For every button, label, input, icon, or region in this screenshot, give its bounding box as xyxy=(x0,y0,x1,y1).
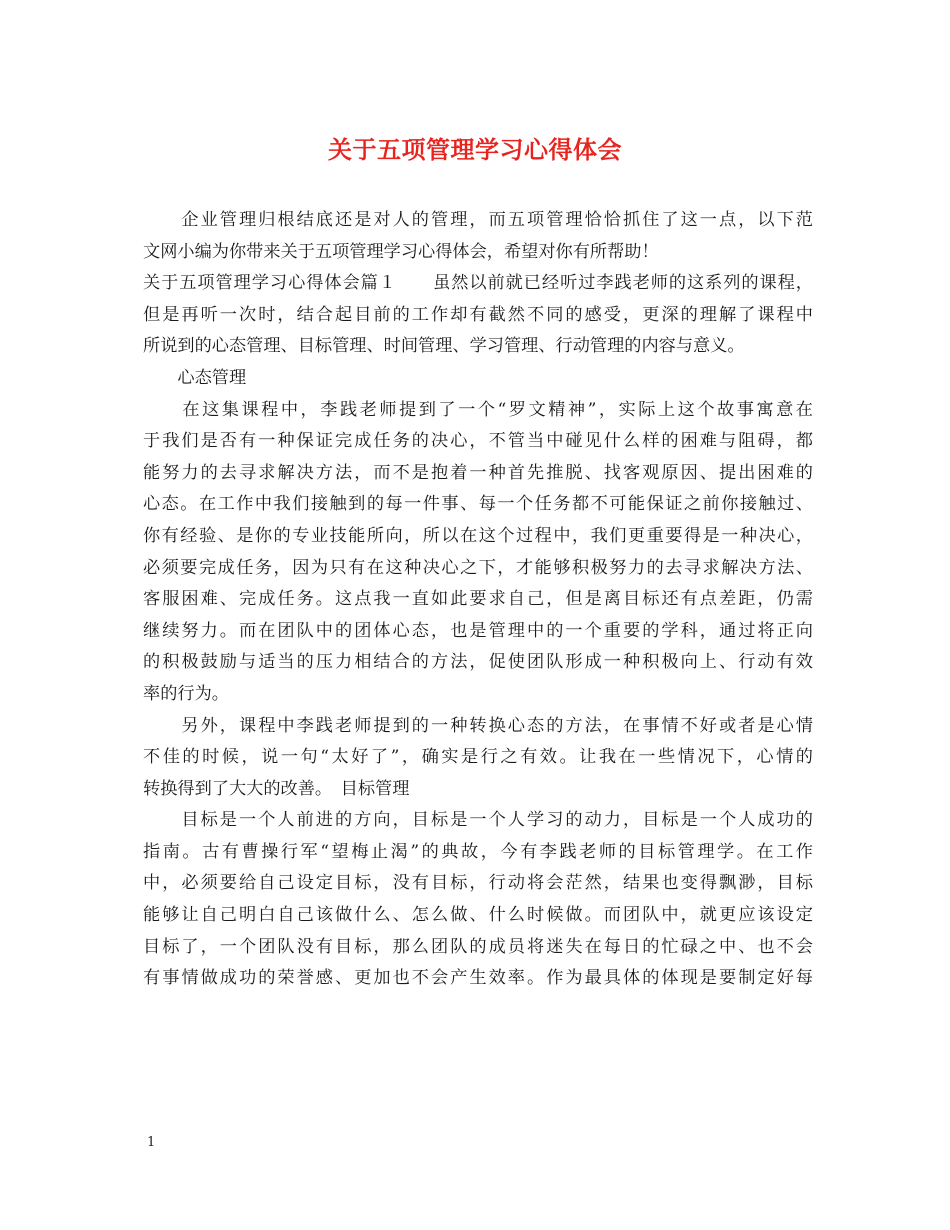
text-line: 所说到的心态管理、目标管理、时间管理、学习管理、行动管理的内容与意义。 xyxy=(143,336,745,357)
text-line: 在这集课程中，李践老师提到了一个“罗文精神”，实际上这个故事寓意在 xyxy=(143,399,813,420)
text-line: 目标了，一个团队没有目标，那么团队的成员将迷失在每日的忙碌之中、也不会 xyxy=(143,936,813,957)
text-line: 但是再听一次时，结合起目前的工作却有截然不同的感受，更深的理解了课程中 xyxy=(143,304,813,325)
text-line: 的积极鼓励与适当的压力相结合的方法，促使团队形成一种积极向上、行动有效 xyxy=(143,652,813,673)
text-line: 心态。在工作中我们接触到的每一件事、每一个任务都不可能保证之前你接触过、 xyxy=(143,494,813,515)
text-line: 企业管理归根结底还是对人的管理，而五项管理恰恰抓住了这一点，以下范 xyxy=(143,210,813,230)
text-line: 心态管理 xyxy=(143,367,247,388)
text-line: 你有经验、是你的专业技能所向，所以在这个过程中，我们更重要得是一种决心， xyxy=(143,525,813,546)
text-line: 继续努力。而在团队中的团体心态，也是管理中的一个重要的学科，通过将正向 xyxy=(143,620,813,641)
text-line: 中，必须要给自己设定目标，没有目标，行动将会茫然，结果也变得飘渺，目标 xyxy=(143,873,813,894)
text-line: 目标是一个人前进的方向，目标是一个人学习的动力，目标是一个人成功的 xyxy=(143,810,813,831)
text-line: 能努力的去寻求解决方法，而不是抱着一种首先推脱、找客观原因、提出困难的 xyxy=(143,462,813,483)
text-line: 必须要完成任务，因为只有在这种决心之下，才能够积极努力的去寻求解决方法、 xyxy=(143,557,813,578)
text-line: 文网小编为你带来关于五项管理学习心得体会，希望对你有所帮助！ xyxy=(143,241,659,262)
text-line: 率的行为。 xyxy=(143,683,229,704)
text-line: 转换得到了大大的改善。 目标管理 xyxy=(143,778,410,799)
text-line: 于我们是否有一种保证完成任务的决心，不管当中碰见什么样的困难与阻碍，都 xyxy=(143,431,813,452)
page-number: 1 xyxy=(147,1135,156,1150)
document-title: 关于五项管理学习心得体会 xyxy=(328,135,622,164)
text-line: 不佳的时候，说一句“太好了”，确实是行之有效。让我在一些情况下，心情的 xyxy=(143,747,813,768)
text-line: 另外，课程中李践老师提到的一种转换心态的方法，在事情不好或者是心情 xyxy=(143,715,813,736)
text-line: 客服困难、完成任务。这点我一直如此要求自己，但是离目标还有点差距，仍需 xyxy=(143,589,813,610)
text-line: 能够让自己明白自己该做什么、怎么做、什么时候做。而团队中，就更应该设定 xyxy=(143,905,813,926)
document-body xyxy=(143,205,813,995)
text-line: 指南。古有曹操行军“望梅止渴”的典故，今有李践老师的目标管理学。在工作 xyxy=(143,841,813,862)
text-line: 关于五项管理学习心得体会篇１ 虽然以前就已经听过李践老师的这系列的课程， xyxy=(143,273,813,294)
text-line: 有事情做成功的荣誉感、更加也不会产生效率。作为最具体的体现是要制定好每 xyxy=(143,968,813,989)
